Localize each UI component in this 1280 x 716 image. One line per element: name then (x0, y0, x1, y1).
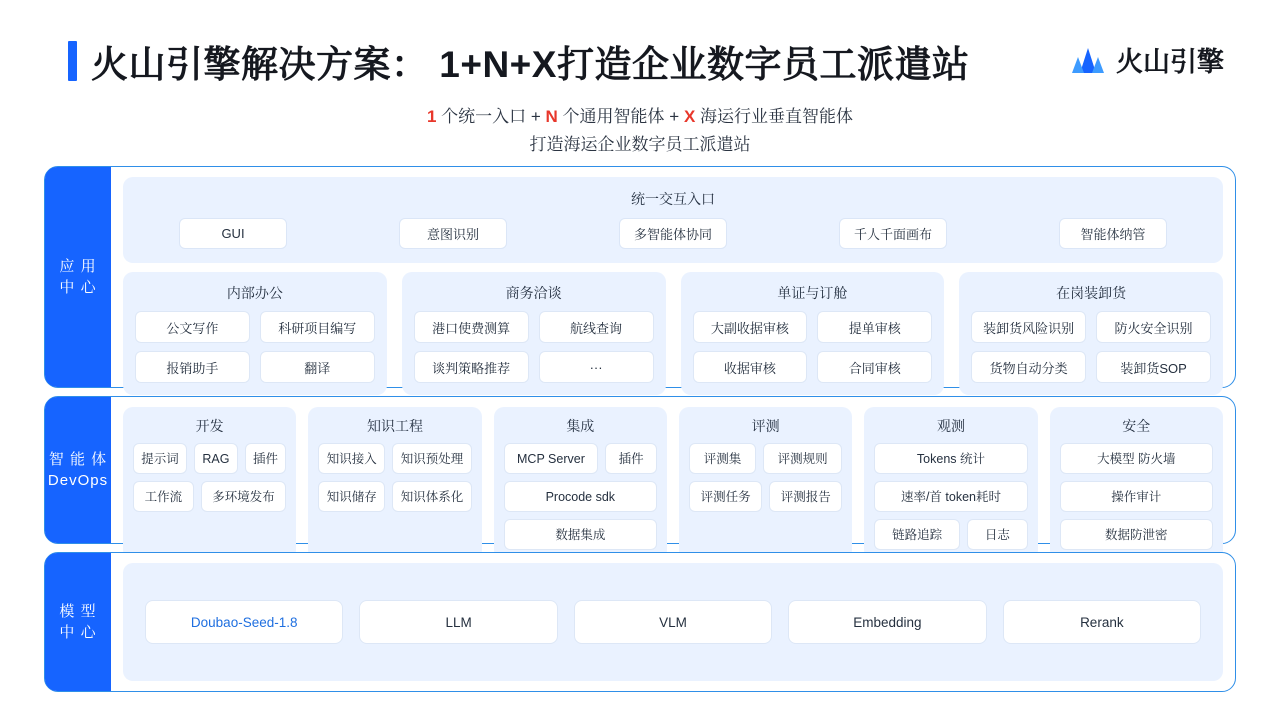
group-title-integration: 集成 (566, 418, 595, 434)
cell-multi-env-release[interactable]: 多环境发布 (201, 481, 287, 512)
cell-rag[interactable]: RAG (194, 443, 238, 474)
layer-model-center (44, 552, 1236, 692)
unified-entry-title: 统一交互入口 (631, 191, 715, 207)
model-panel (123, 563, 1223, 681)
group-onsite-loading (959, 272, 1223, 395)
cell-operation-audit[interactable]: 操作审计 (1060, 481, 1213, 512)
subtitle-text-1: 个统一入口 + (436, 107, 546, 126)
group-title-internal-office: 内部办公 (226, 285, 283, 301)
layer-body-devops (111, 397, 1235, 543)
subtitle-line-2: 打造海运企业数字员工派遣站 (529, 135, 751, 154)
title-accent-bar (68, 41, 77, 81)
cell-port-fee[interactable]: 港口使费测算 (414, 311, 529, 343)
model-cell-rerank[interactable]: Rerank (1003, 600, 1201, 644)
cell-data-leak-prevention[interactable]: 数据防泄密 (1060, 519, 1213, 550)
cell-rate-first-token[interactable]: 速率/首 token耗时 (874, 481, 1027, 512)
volcano-engine-logo-icon (1070, 45, 1106, 75)
subtitle-num-x: X (683, 107, 696, 126)
cell-eval-set[interactable]: 评测集 (689, 443, 756, 474)
cell-knowledge-ingest[interactable]: 知识接入 (318, 443, 385, 474)
layer-body-model (111, 553, 1235, 691)
cell-eval-task[interactable]: 评测任务 (689, 481, 762, 512)
entry-chip-multiagent[interactable]: 多智能体协同 (619, 218, 727, 249)
cell-model-firewall[interactable]: 大模型 防火墙 (1060, 443, 1213, 474)
cell-cargo-classification[interactable]: 货物自动分类 (971, 351, 1086, 383)
cell-tokens-stats[interactable]: Tokens 统计 (874, 443, 1027, 474)
entry-chip-agent-manage[interactable]: 智能体纳管 (1059, 218, 1167, 249)
cell-data-integration[interactable]: 数据集成 (504, 519, 657, 550)
group-title-documents-booking: 单证与订舱 (777, 285, 848, 301)
page-title: 火山引擎解决方案： 1+N+X打造企业数字员工派遣站 (91, 44, 970, 85)
cell-mates-receipt-audit[interactable]: 大副收据审核 (693, 311, 808, 343)
group-title-evaluation: 评测 (751, 418, 780, 434)
cell-loading-sop[interactable]: 装卸货SOP (1096, 351, 1211, 383)
cell-workflow[interactable]: 工作流 (133, 481, 194, 512)
layer-agent-devops (44, 396, 1236, 544)
slide-header (0, 34, 1280, 88)
group-title-knowledge-engineering: 知识工程 (366, 418, 423, 434)
cell-prompt[interactable]: 提示词 (133, 443, 187, 474)
group-grid-security (1060, 443, 1213, 550)
title-block (68, 34, 969, 88)
cell-knowledge-systematization[interactable]: 知识体系化 (392, 481, 471, 512)
cell-route-query[interactable]: 航线查询 (539, 311, 654, 343)
model-cell-llm[interactable]: LLM (359, 600, 557, 644)
group-title-business-negotiation: 商务洽谈 (505, 285, 562, 301)
group-documents-booking (681, 272, 945, 395)
entry-chip-gui[interactable]: GUI (179, 218, 287, 249)
cell-trace[interactable]: 链路追踪 (874, 519, 960, 550)
cell-bill-of-lading-audit[interactable]: 提单审核 (817, 311, 932, 343)
group-title-onsite-loading: 在岗装卸货 (1056, 285, 1127, 301)
group-grid-development (133, 443, 286, 512)
cell-research-writing[interactable]: 科研项目编写 (260, 311, 375, 343)
group-title-development: 开发 (195, 418, 224, 434)
cell-knowledge-preprocess[interactable]: 知识预处理 (392, 443, 471, 474)
layer-label-application: 应 用 中 心 (45, 167, 111, 387)
group-evaluation (679, 407, 852, 560)
group-business-negotiation (402, 272, 666, 395)
subtitle (0, 103, 1280, 159)
devops-groups-row (123, 407, 1223, 560)
cell-expense-assistant[interactable]: 报销助手 (135, 351, 250, 383)
layer-label-model: 模 型 中 心 (45, 553, 111, 691)
cell-negotiation-strategy[interactable]: 谈判策略推荐 (414, 351, 529, 383)
cell-fire-safety[interactable]: 防火安全识别 (1096, 311, 1211, 343)
cell-receipt-audit[interactable]: 收据审核 (693, 351, 808, 383)
model-cell-vlm[interactable]: VLM (574, 600, 772, 644)
brand-logo (1070, 40, 1224, 79)
group-security (1050, 407, 1223, 560)
cell-plugin-integration[interactable]: 插件 (605, 443, 657, 474)
group-title-security: 安全 (1122, 418, 1151, 434)
entry-chip-canvas[interactable]: 千人千面画布 (839, 218, 947, 249)
subtitle-num-1: 1 (426, 107, 437, 126)
subtitle-line-1 (0, 103, 1280, 131)
subtitle-num-n: N (545, 107, 558, 126)
group-title-observability: 观测 (936, 418, 965, 434)
layer-label-devops: 智 能 体 DevOps (45, 397, 111, 543)
group-grid-internal-office (135, 311, 375, 383)
cell-procode-sdk[interactable]: Procode sdk (504, 481, 657, 512)
group-internal-office (123, 272, 387, 395)
group-grid-evaluation (689, 443, 842, 512)
entry-chip-intent[interactable]: 意图识别 (399, 218, 507, 249)
cell-eval-rules[interactable]: 评测规则 (763, 443, 842, 474)
layer-body-application (111, 167, 1235, 387)
group-grid-observability (874, 443, 1027, 550)
group-grid-business-negotiation (414, 311, 654, 383)
group-observability (864, 407, 1037, 560)
group-knowledge-engineering (308, 407, 481, 560)
group-grid-knowledge-engineering (318, 443, 471, 512)
brand-name: 火山引擎 (1116, 47, 1224, 77)
cell-knowledge-storage[interactable]: 知识储存 (318, 481, 385, 512)
model-cell-doubao[interactable]: Doubao-Seed-1.8 (145, 600, 343, 644)
subtitle-text-2: 个通用智能体 + (557, 107, 684, 126)
cell-translation[interactable]: 翻译 (260, 351, 375, 383)
model-cell-embedding[interactable]: Embedding (788, 600, 986, 644)
unified-entry-panel (123, 177, 1223, 263)
cell-plugin-dev[interactable]: 插件 (245, 443, 287, 474)
subtitle-text-3: 海运行业垂直智能体 (695, 107, 854, 126)
group-grid-onsite-loading (971, 311, 1211, 383)
group-grid-integration (504, 443, 657, 550)
layer-application-center (44, 166, 1236, 388)
group-integration (494, 407, 667, 560)
cell-contract-audit[interactable]: 合同审核 (817, 351, 932, 383)
application-groups-row (123, 272, 1223, 395)
cell-more[interactable]: ··· (539, 351, 654, 383)
cell-logs[interactable]: 日志 (967, 519, 1028, 550)
group-grid-documents-booking (693, 311, 933, 383)
cell-mcp-server[interactable]: MCP Server (504, 443, 599, 474)
cell-eval-report[interactable]: 评测报告 (769, 481, 842, 512)
group-development (123, 407, 296, 560)
unified-entry-chip-row (133, 218, 1213, 249)
cell-doc-writing[interactable]: 公文写作 (135, 311, 250, 343)
cell-loading-risk[interactable]: 装卸货风险识别 (971, 311, 1086, 343)
